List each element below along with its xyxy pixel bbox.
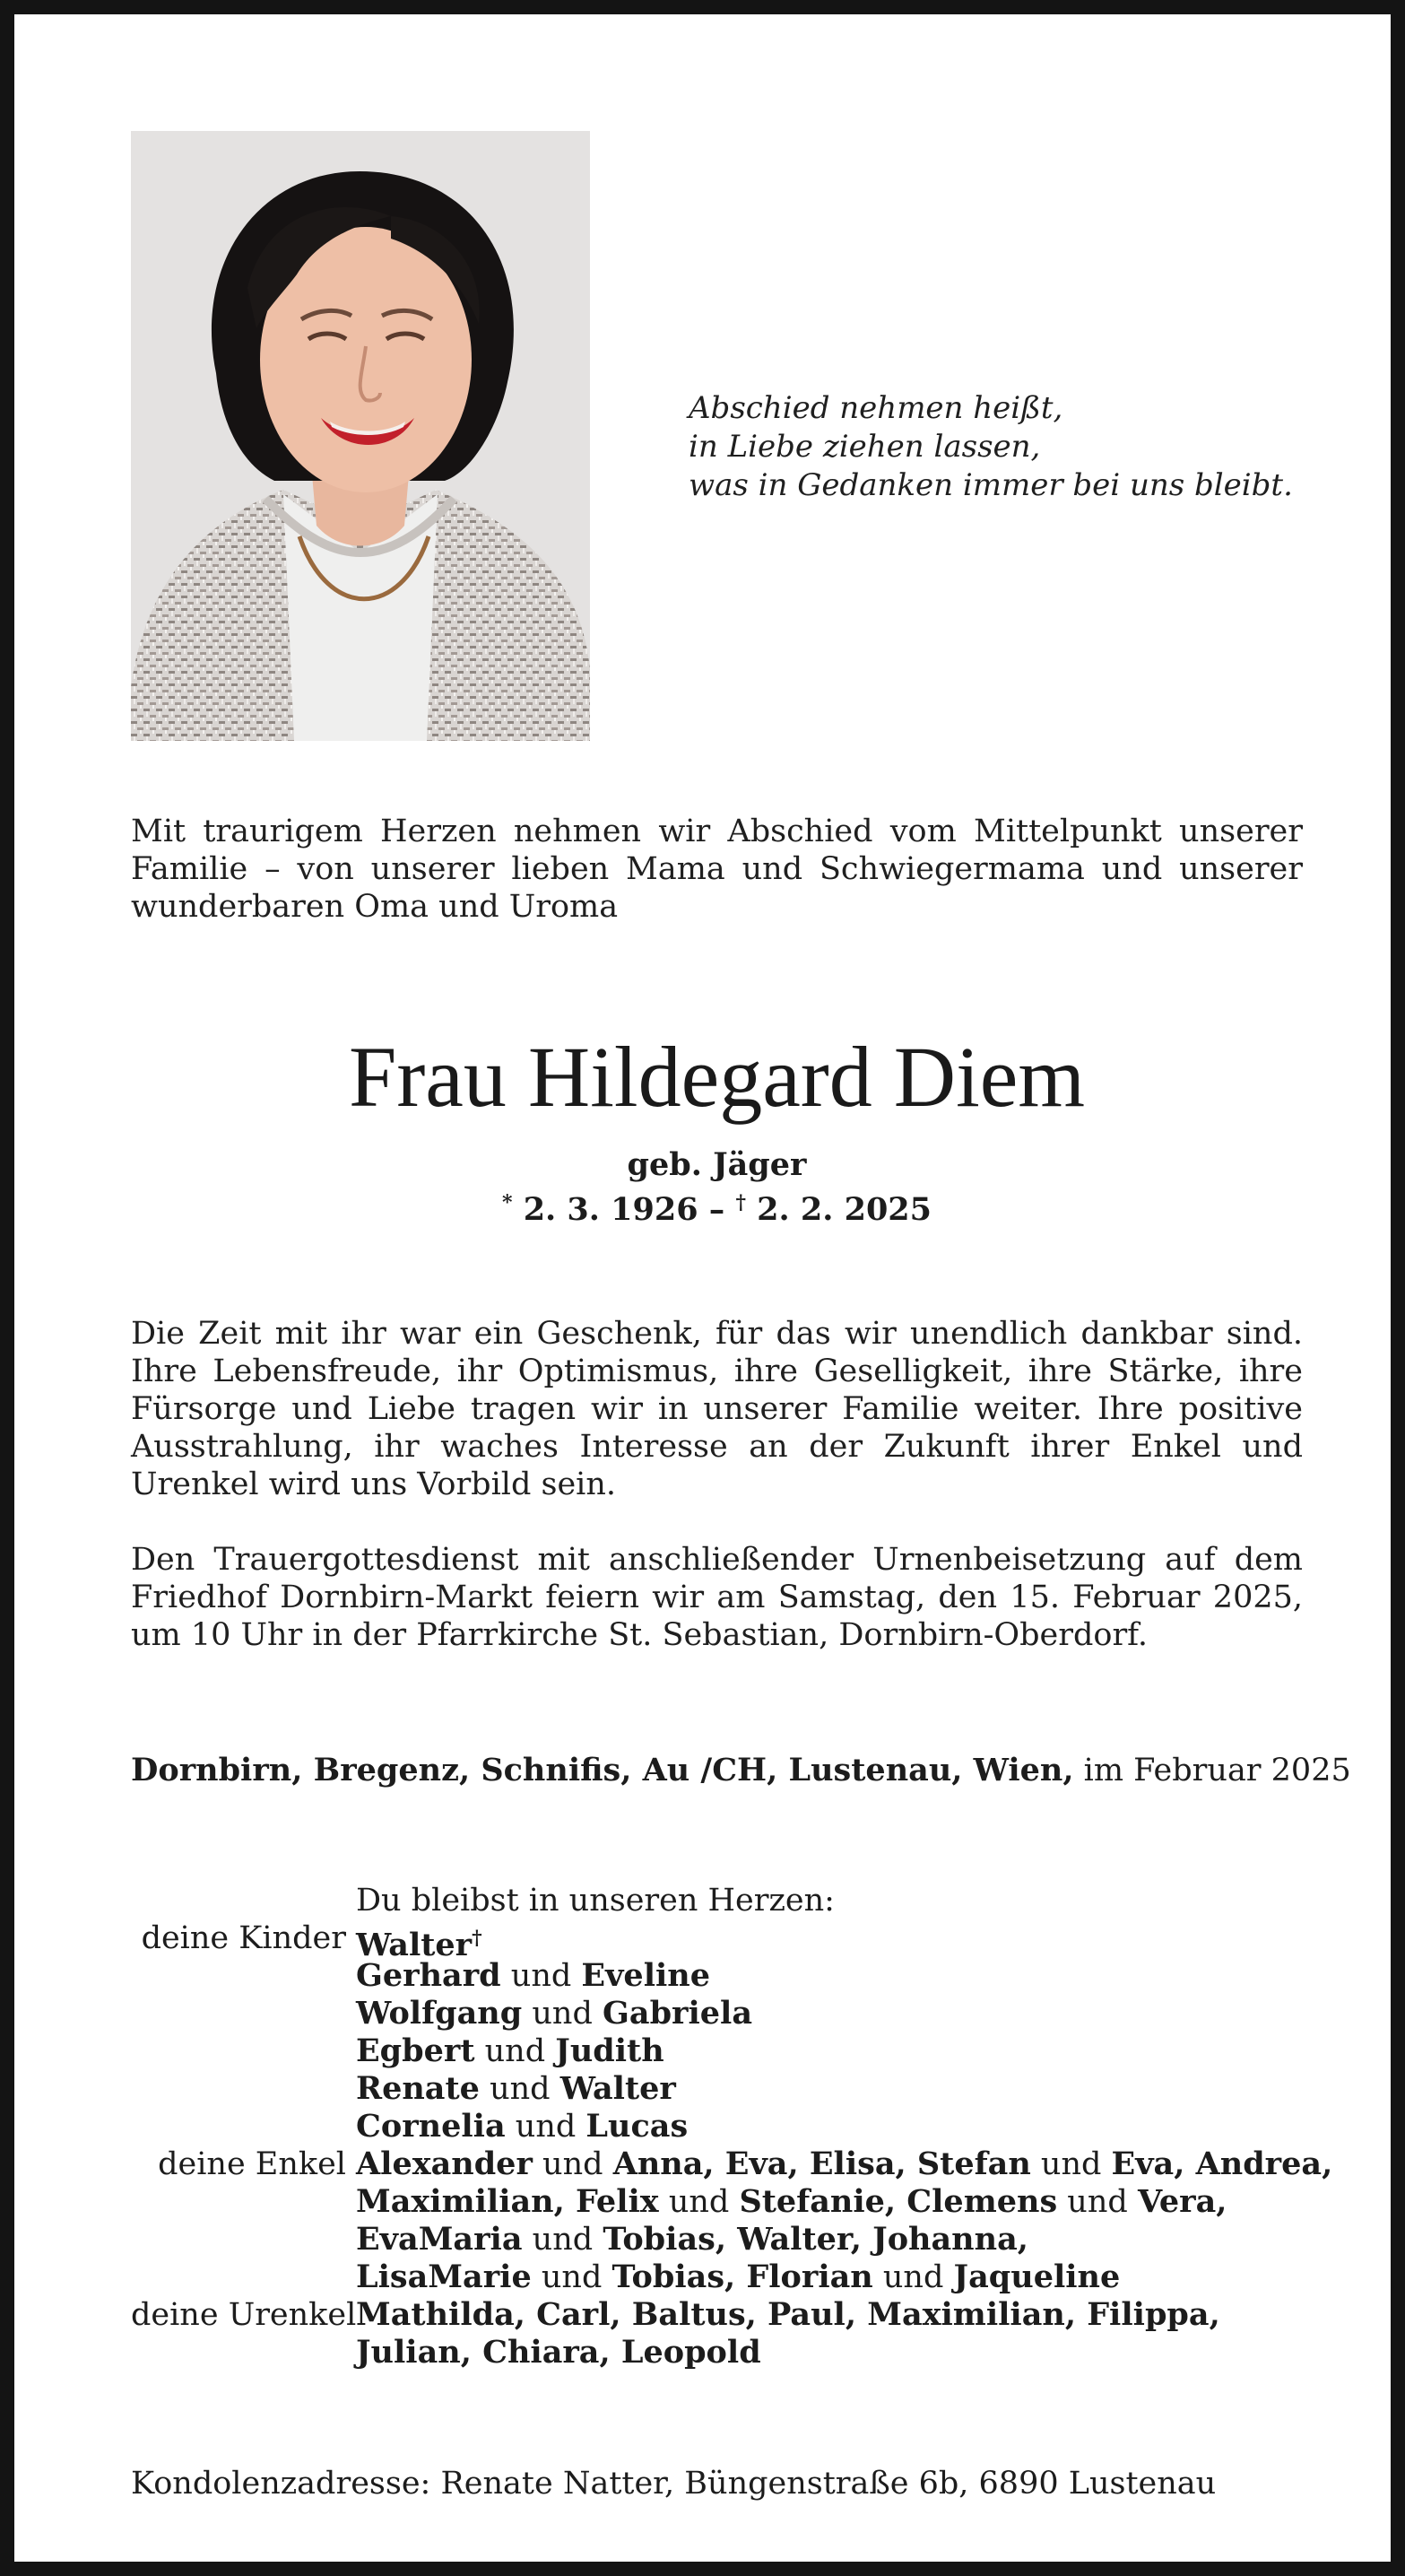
deceased-mark: † (472, 1927, 482, 1950)
conjunction: und (532, 1996, 593, 2032)
conjunction: und (510, 1958, 572, 1994)
maiden-name: geb. Jäger (627, 1146, 807, 1183)
family-name: Tobias, Walter, Johanna, (603, 2221, 1028, 2258)
places-date: im Februar 2025 (1083, 1753, 1351, 1788)
portrait-photo (131, 131, 590, 741)
family-name: Jaqueline (953, 2258, 1121, 2295)
family-name: LisaMarie (356, 2258, 532, 2295)
service-paragraph: Den Trauergottesdienst mit anschließender Urnenbeisetzung auf dem Friedhof Dornbirn-Markt feiern wir am Samstag, den 15. Februar 2025, um 10 Uhr in der Pfarrkirche St. Sebastian, Dornbirn-Oberdorf. (131, 1542, 1303, 1653)
motto-verse (689, 389, 1334, 505)
family-line (356, 2258, 1342, 2296)
family-line (356, 2221, 1342, 2258)
family-line (356, 2032, 1342, 2070)
family-line (356, 2334, 1342, 2371)
family-line (356, 2145, 1342, 2183)
family-name: Walter (356, 1927, 473, 1963)
family-name: Eva, Andrea, (1111, 2145, 1333, 2182)
family-name: Tobias, Florian (611, 2258, 873, 2295)
family-name: Julian, Chiara, Leopold (356, 2334, 761, 2371)
motto-line: Abschied nehmen heißt, (689, 390, 1063, 426)
family-name: Renate (356, 2070, 480, 2107)
family-line (356, 1957, 1342, 1995)
intro-paragraph: Mit traurigem Herzen nehmen wir Abschied vom Mittelpunkt unserer Familie – von unserer lieben Mama und Schwiegermama und unserer wunderbaren Oma und Uroma (131, 814, 1303, 925)
conjunction: und (515, 2109, 577, 2145)
family-line (356, 2183, 1342, 2221)
conjunction: und (542, 2146, 603, 2182)
family-line (356, 2108, 1342, 2145)
conjunction: und (490, 2071, 551, 2107)
death-date: 2. 2. 2025 (757, 1191, 932, 1228)
family-name: Egbert (356, 2032, 475, 2069)
conjunction: und (541, 2259, 603, 2295)
children-label: deine Kinder (141, 1920, 346, 1956)
family-name: Maximilian, Felix (356, 2183, 659, 2220)
family-name: Wolfgang (356, 1995, 523, 2032)
grandchildren-label: deine Enkel (158, 2146, 346, 2182)
family-name: Walter (559, 2070, 676, 2107)
family-heading: Du bleibst in unseren Herzen: (356, 1883, 835, 1919)
family-name: Eveline (581, 1957, 711, 1994)
greatgrandchildren-label: deine Urenkel (131, 2297, 357, 2333)
family-name: EvaMaria (356, 2221, 523, 2258)
birth-date: 2. 3. 1926 – (523, 1191, 725, 1228)
family-name: Lucas (585, 2108, 689, 2145)
birth-symbol: * (502, 1191, 513, 1214)
family-line (356, 2296, 1342, 2334)
conjunction: und (1067, 2184, 1128, 2220)
family-line (356, 2070, 1342, 2108)
family-name: Stefanie, Clemens (739, 2183, 1058, 2220)
places-line (131, 1752, 1351, 1789)
family-name: Gerhard (356, 1957, 501, 1994)
death-symbol: † (735, 1191, 746, 1214)
conjunction: und (882, 2259, 944, 2295)
life-dates (131, 1184, 1303, 1229)
tribute-paragraph: Die Zeit mit ihr war ein Geschenk, für das wir unendlich dankbar sind. Ihre Lebensfreude, ihr Optimismus, ihre Geselligkeit, ihre Stärke, ihre Fürsorge und Liebe tragen wir in unserer Familie weiter. Ihre positive Ausstrahlung, ihr waches Interesse an der Zukunft ihrer Enkel und Urenkel wird uns Vorbild sein. (131, 1316, 1303, 1502)
conjunction: und (668, 2184, 730, 2220)
motto-line: in Liebe ziehen lassen, (689, 429, 1041, 465)
family-line (356, 1995, 1342, 2032)
deceased-name: Frau Hildegard Diem (348, 1029, 1086, 1125)
conjunction: und (532, 2222, 594, 2258)
motto-line: was in Gedanken immer bei uns bleibt. (689, 467, 1293, 503)
conjunction: und (1040, 2146, 1102, 2182)
conjunction: und (484, 2033, 546, 2069)
family-name: Alexander (356, 2145, 533, 2182)
family-name: Cornelia (356, 2108, 506, 2145)
family-name: Gabriela (603, 1995, 753, 2032)
family-name: Judith (555, 2032, 664, 2069)
condolence-address: Kondolenzadresse: Renate Natter, Büngenstraße 6b, 6890 Lustenau (131, 2466, 1217, 2502)
places-towns: Dornbirn, Bregenz, Schnifis, Au /CH, Lustenau, Wien, (131, 1752, 1074, 1788)
family-name: Anna, Eva, Elisa, Stefan (612, 2145, 1031, 2182)
family-name: Mathilda, Carl, Baltus, Paul, Maximilian, Filippa, (356, 2296, 1220, 2333)
family-name: Vera, (1137, 2183, 1227, 2220)
